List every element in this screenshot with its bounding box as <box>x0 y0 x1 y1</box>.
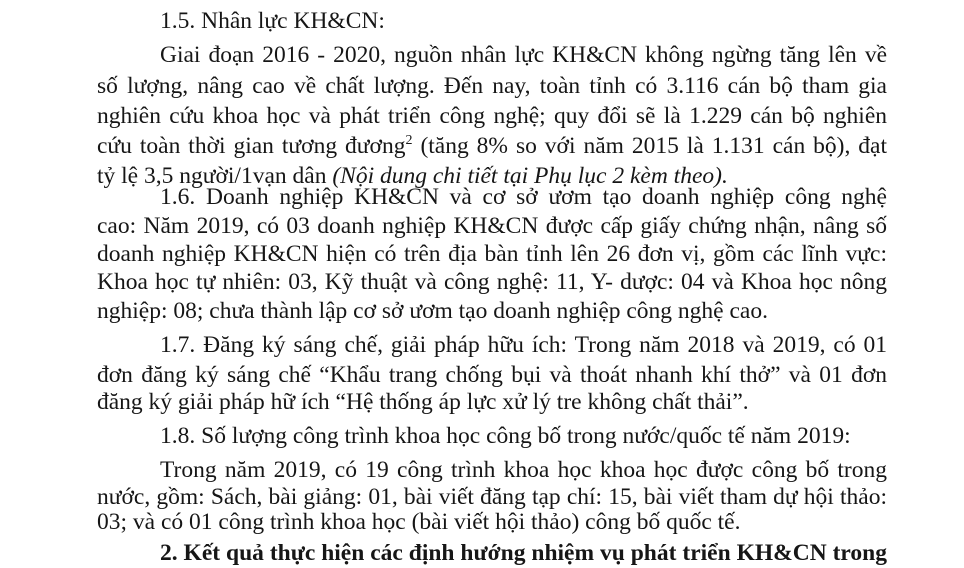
paragraph-line: số lượng, nâng cao về chất lượng. Đến nay, toàn tỉnh có 3.116 cán bộ tham gia <box>97 73 887 99</box>
paragraph-line: 1.7. Đăng ký sáng chế, giải pháp hữu ích: Trong năm 2018 và 2019, có 01 <box>160 332 887 358</box>
text-span: cứu toàn thời gian tương đương <box>97 133 406 159</box>
paragraph-line: Trong năm 2019, có 19 công trình khoa học khoa học được công bố trong <box>160 457 887 483</box>
paragraph-line: Giai đoạn 2016 - 2020, nguồn nhân lực KH&CN không ngừng tăng lên về <box>160 42 887 68</box>
paragraph-line: 1.6. Doanh nghiệp KH&CN và cơ sở ươm tạo doanh nghiệp công nghệ <box>160 184 887 210</box>
italic-note: (Nội dung chi tiết tại Phụ lục 2 kèm theo). <box>332 163 728 189</box>
paragraph-line: nước, gồm: Sách, bài giảng: 01, bài viết đăng tạp chí: 15, bài viết tham dự hội thảo: <box>97 484 887 510</box>
cut-off-heading: 2. Kết quả thực hiện các định hướng nhiệm vụ phát triển KH&CN trong <box>160 540 887 566</box>
paragraph-line: nghiên cứu khoa học và phát triển công nghệ; quy đổi sẽ là 1.229 cán bộ nghiên <box>97 103 887 129</box>
footnote-mark: 2 <box>405 133 413 149</box>
paragraph-line: cao: Năm 2019, có 03 doanh nghiệp KH&CN được cấp giấy chứng nhận, nâng số <box>97 213 887 239</box>
paragraph-line: 03; và có 01 công trình khoa học (bài viết hội thảo) công bố quốc tế. <box>97 509 741 535</box>
paragraph-line: đăng ký giải pháp hữ ích “Hệ thống áp lực xử lý tre không chất thải”. <box>97 389 749 415</box>
text-span: (tăng 8% so với năm 2015 là 1.131 cán bộ), đạt <box>420 133 888 159</box>
paragraph-line: doanh nghiệp KH&CN hiện có trên địa bàn tỉnh lên 26 đơn vị, gồm các lĩnh vực: <box>97 241 887 267</box>
heading-1-5: 1.5. Nhân lực KH&CN: <box>160 8 385 34</box>
heading-1-8: 1.8. Số lượng công trình khoa học công bố trong nước/quốc tế năm 2019: <box>160 423 851 449</box>
paragraph-line: Khoa học tự nhiên: 03, Kỹ thuật và công nghệ: 11, Y- dược: 04 và Khoa học nông <box>97 269 887 295</box>
paragraph-line: nghiệp: 08; chưa thành lập cơ sở ươm tạo doanh nghiệp công nghệ cao. <box>97 298 768 324</box>
paragraph-line: đơn đăng ký sáng chế “Khẩu trang chống bụi và thoát nhanh khí thở” và 01 đơn <box>97 362 887 388</box>
paragraph-line-with-footnote <box>97 131 887 161</box>
text-span: tỷ lệ 3,5 người/1vạn dân <box>97 163 327 189</box>
